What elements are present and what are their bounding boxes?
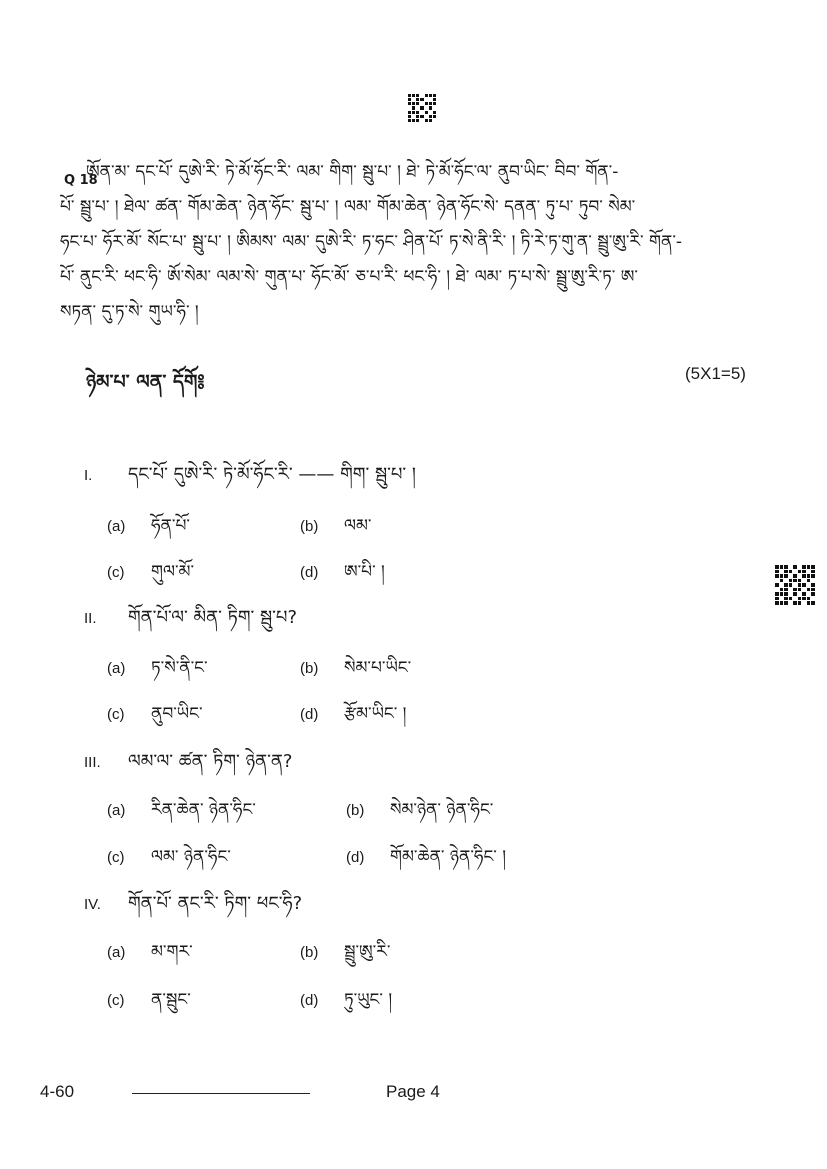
question-text: དང་པོ་ དུཨེ་རི་ ཏེ་མོ་ཧོང་རི་ —— གིག་ སྦུ་པ་ །: [128, 464, 416, 485]
passage-line: སཏན་ དུ་ཏ་སེ་ གུཡ་ཧི་ །: [60, 302, 199, 322]
question-roman: I.: [84, 467, 93, 484]
option-text: ཏུ་ཡུང་ །: [344, 990, 393, 1010]
question-roman: II.: [84, 610, 97, 627]
question-text: གོན་པོ་ ནང་རི་ ཏིག་ ཕང་ཧི?: [128, 893, 303, 914]
option-text: རྩོམ་ཡིང་ །: [344, 704, 407, 724]
option-item: [300, 694, 406, 742]
passage-line: ཧང་པ་ ཧོར་མོ་ སོང་པ་ སྦུ་པ་ ། ཨིམས་ ལམ་ དུཨེ་རི་ ཏ་ཧང་ ཤིན་པོ་ ཏ་སེ་ནི་རི་ ། ཏི་རེ་ཏ་གུ་ན་ སྦྲུ་ཨུ་རི་ གོན་-: [60, 232, 683, 252]
question-roman: IV.: [84, 896, 101, 913]
option-label: (b): [300, 518, 319, 535]
option-label: (d): [300, 706, 319, 723]
option-item: [346, 790, 493, 838]
option-text: སེམ་པ་ཡིང་: [344, 658, 412, 678]
option-text: ཨ་པི་ །: [344, 562, 385, 582]
passage-line: པོ་ སྦྲུ་པ་ ། ཐེལ་ ཚན་ གོམ་ཆེན་ ཉེན་ཧོང་ སྦུ་པ་ ། ལམ་ གོམ་ཆེན་ ཉེན་ཧོང་སེ་ དནན་ ཏུ་པ་ ཏུབ་ སེམ་: [60, 197, 636, 217]
option-text: གོམ་ཆེན་ ཉེན་ཧིང་ །: [390, 847, 507, 867]
passage-line: ཨོན་མ་ དང་པོ་ དུཨེ་རི་ ཏེ་མོ་ཧོང་རི་ ལམ་ གིག་ སྦུ་པ་ ། ཐེ་ ཏེ་མོ་ཧོང་ལ་ ནུབ་ཡིང་ བིབ་ གོན་-: [86, 162, 619, 182]
option-label: (a): [107, 518, 126, 535]
option-item: [107, 837, 231, 885]
option-label: (c): [107, 849, 125, 866]
option-text: ན་སྦུང་: [151, 990, 191, 1010]
option-text: ལམ་ ཉེན་ཧིང་: [151, 847, 231, 867]
option-label: (d): [346, 849, 365, 866]
option-text: མ་གར་: [151, 942, 193, 962]
option-label: (b): [300, 660, 319, 677]
option-item: [107, 694, 203, 742]
marks-label: (5X1=5): [685, 364, 746, 383]
question-item: [84, 742, 293, 792]
option-text: རིན་ཆེན་ ཉེན་ཧིང་: [151, 800, 256, 820]
footer-divider: [132, 1093, 310, 1094]
answer-prompt: ཉེམ་པ་ ལན་ དོགོ༔: [86, 371, 205, 393]
option-label: (c): [107, 564, 125, 581]
qr-code-icon: [408, 94, 436, 122]
option-label: (a): [107, 944, 126, 961]
option-text: སྦྲུ་ཨུ་རི་: [344, 942, 391, 962]
option-item: [300, 506, 372, 554]
option-text: ལམ་: [344, 516, 372, 536]
option-item: [107, 552, 194, 600]
paper-code: 4-60: [40, 1082, 75, 1101]
option-label: (c): [107, 706, 125, 723]
option-item: [300, 980, 392, 1028]
question-text: གོན་པོ་ལ་ མིན་ ཏིག་ སྦུ་པ?: [128, 607, 298, 628]
option-label: (a): [107, 660, 126, 677]
option-item: [300, 932, 390, 980]
option-item: [107, 506, 190, 554]
question-text: ལམ་ལ་ ཚན་ ཏིག་ ཉེན་ན?: [128, 751, 293, 772]
question-item: [84, 884, 302, 934]
option-text: ཧོན་པོ་: [151, 516, 190, 536]
option-item: [300, 552, 385, 600]
option-item: [107, 790, 256, 838]
option-text: ཏ་སེ་ནི་ང་: [151, 658, 208, 678]
option-label: (d): [300, 564, 319, 581]
option-item: [107, 932, 193, 980]
option-text: གུལ་མོ་: [151, 562, 195, 582]
option-item: [107, 980, 191, 1028]
question-item: [84, 455, 416, 505]
option-item: [107, 648, 208, 696]
question-roman: III.: [84, 754, 101, 771]
passage-line: པོ་ ནུང་རི་ ཕང་ཧི་ ཨོ་སེམ་ ལམ་སེ་ གུན་པ་ ཧོང་མོ་ ཅ་པ་རི་ ཕང་ཧི་ ། ཐེ་ ལམ་ ཏ་པ་སེ་ སྦྲུ་ཨུ་རི་ཏ་ ཨ་: [60, 267, 638, 287]
option-item: [346, 837, 506, 885]
question-item: [84, 598, 297, 648]
option-label: (d): [300, 992, 319, 1009]
question-number: Q 18: [64, 173, 98, 188]
option-label: (c): [107, 992, 125, 1009]
option-label: (b): [300, 944, 319, 961]
option-text: སེམ་ཉེན་ ཉེན་ཧིང་: [390, 800, 494, 820]
option-item: [300, 648, 411, 696]
qr-code-icon: [775, 565, 815, 605]
option-label: (b): [346, 802, 365, 819]
option-text: ནུབ་ཡིང་: [151, 704, 203, 724]
page-number: Page 4: [386, 1082, 440, 1101]
option-label: (a): [107, 802, 126, 819]
